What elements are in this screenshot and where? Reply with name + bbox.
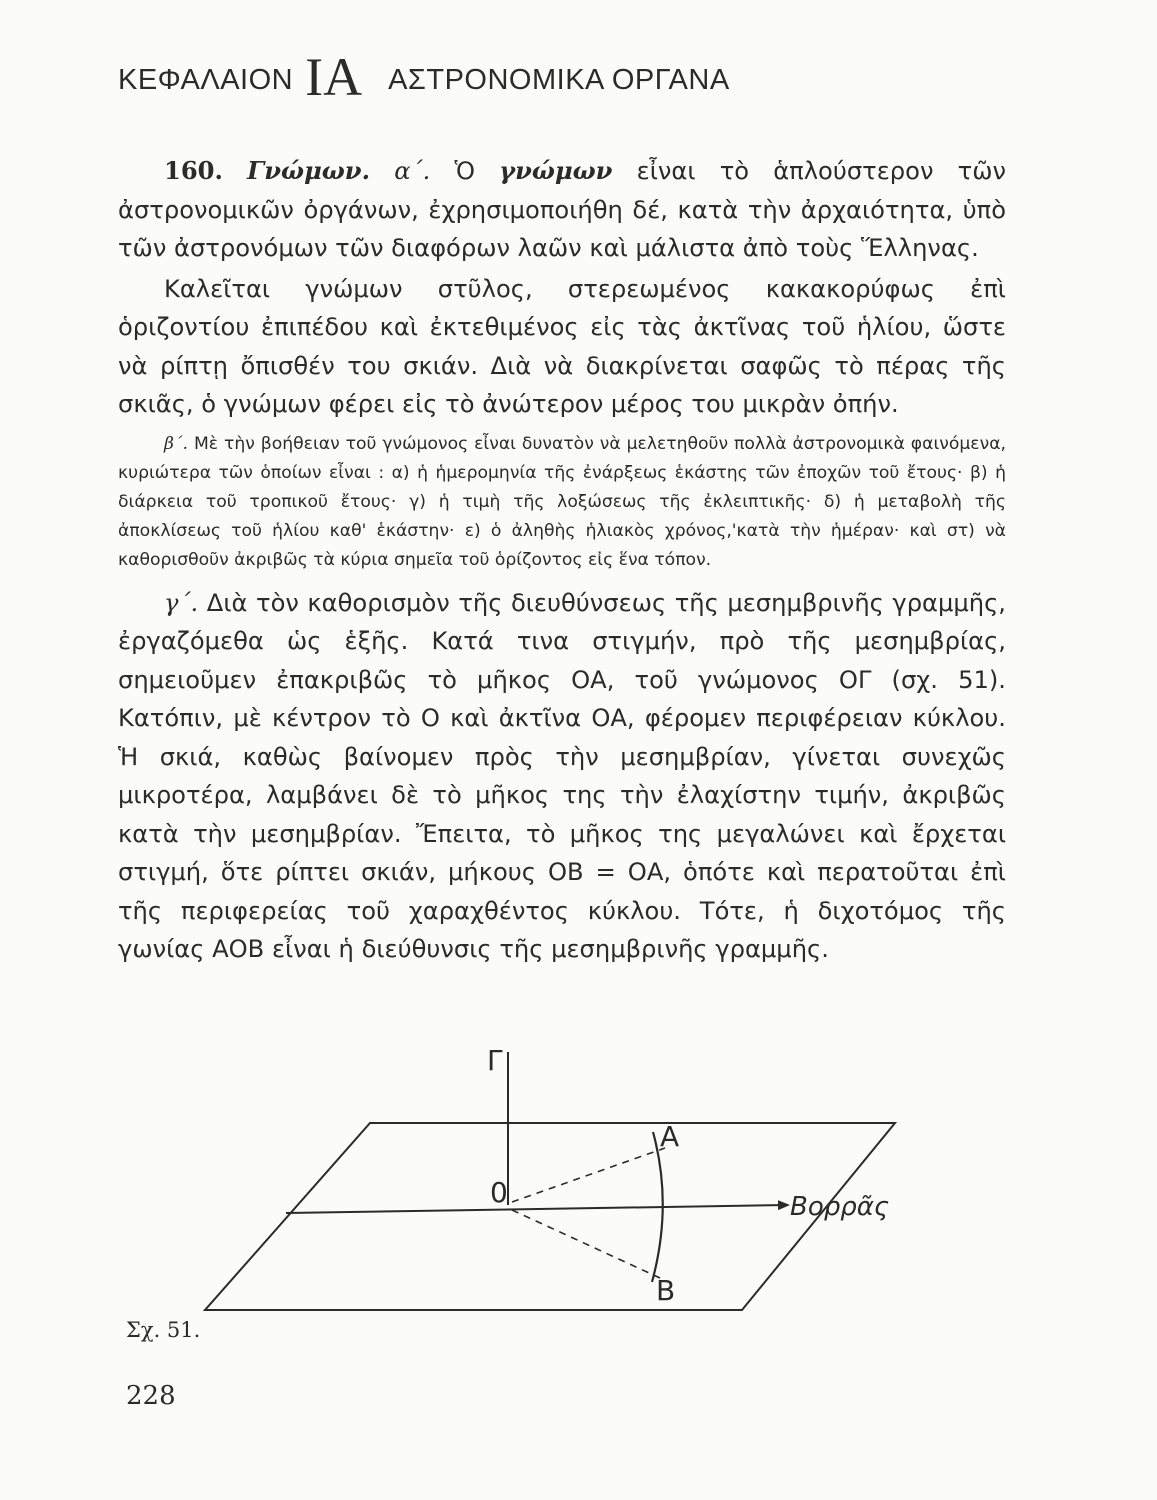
section-number: 160.	[164, 156, 223, 185]
gnomon-term: γνώμων	[499, 156, 613, 185]
alpha-mark: α΄.	[394, 157, 431, 185]
shadow-line-oa	[512, 1148, 665, 1202]
p4-text: Διὰ τὸν καθορισμὸν τῆς διευθύνσεως τῆς μεσημβρινῆς γραμμῆς, ἐργαζόμεθα ὡς ἑξῆς. Κατά τινα στιγμήν, πρὸ τῆς μεσημβρίας, σημειοῦμεν ἐπακριβῶς τὸ μῆκος ΟΑ, τοῦ γνώμονος ΟΓ (σχ. 51). Κατόπιν, μὲ κέντρον τὸ Ο καὶ ἀκτῖνα ΟΑ, φέρομεν περιφέρειαν κύκλου. Ἡ σκιά, καθὼς βαίνομεν πρὸς τὴν μεσημβρίαν, γίνεται συνεχῶς μικροτέρα, λαμβάνει δὲ τὸ μῆκος της τὴν ἐλαχίστην τιμήν, ἀκριβῶς κατὰ τὴν μεσημβρίαν. Ἔπειτα, τὸ μῆκος της μεγαλώνει καὶ ἔρχεται στιγμή, ὅτε ρίπτει σκιάν, μήκους ΟΒ = ΟΑ, ὁπότε καὶ περατοῦται ἐπὶ τῆς περιφερείας τοῦ χαραχθέντος κύκλου. Τότε, ἡ διχοτόμος τῆς γωνίας ΑΟΒ εἶναι ἡ διεύθυνσις τῆς μεσημβρινῆς γραμμῆς.	[118, 588, 1006, 964]
p1-text: εἶναι τὸ ἁπλούστερον τῶν ἀστρονομικῶν ὀργάνων, ἐχρησιμοποιήθη δέ, κατὰ τὴν ἀρχαιότητα, ὑπὸ τῶν ἀστρονόμων τῶν διαφόρων λαῶν καὶ μάλιστα ἀπὸ τοὺς Ἕλληνας.	[118, 157, 1006, 262]
p1-start: Ὁ	[454, 157, 475, 185]
paragraph-definition: Καλεῖται γνώμων στῦλος, στερεωμένος κακακορύφως ἐπὶ ὁριζοντίου ἐπιπέδου καὶ ἐκτεθιμένος εἰς τὰς ἀκτῖνας τοῦ ἡλίου, ὥστε νὰ ρίπτῃ ὄπισθέν του σκιάν. Διὰ νὰ διακρίνεται σαφῶς τὸ πέρας τῆς σκιᾶς, ὁ γνώμων φέρει εἰς τὸ ἀνώτερον μέρος του μικρὰν ὀπήν.	[118, 274, 1006, 418]
beta-mark: β΄.	[164, 433, 188, 454]
chapter-title: ΑΣΤΡΟΝΟΜΙΚΑ ΟΡΓΑΝΑ	[388, 64, 730, 96]
chapter-number: ΙΑ	[305, 47, 363, 107]
page-number: 228	[126, 1381, 176, 1411]
label-o: 0	[490, 1176, 508, 1209]
label-a: Α	[660, 1120, 680, 1153]
label-north: Βορρᾶς	[790, 1192, 890, 1222]
p3-text: Μὲ τὴν βοήθειαν τοῦ γνώμονος εἶναι δυνατὸν νὰ μελετηθοῦν πολλὰ ἀστρονομικὰ φαινόμενα, κυριώτερα τῶν ὁποίων εἶναι : α) ἡ ἡμερομηνία τῆς ἐνάρξεως ἑκάστης τῶν ἐποχῶν τοῦ ἔτους· β) ἡ διάρκεια τοῦ τροπικοῦ ἔτους· γ) ἡ τιμὴ τῆς λοξώσεως τῆς ἐκλειπτικῆς· δ) ἡ μεταβολὴ τῆς ἀποκλίσεως τοῦ ἡλίου καθ' ἑκάστην· ε) ὁ ἀληθὴς ἡλιακὸς χρόνος,'κατὰ τὴν ἡμέραν· καὶ στ) νὰ καθορισθοῦν ἀκριβῶς τὰ κύρια σημεῖα τοῦ ὁρίζοντος εἰς ἕνα τόπον.	[118, 433, 1006, 571]
shadow-line-ob	[512, 1210, 660, 1278]
label-gamma: Γ	[487, 1044, 503, 1077]
gamma-mark: γ΄.	[164, 588, 199, 617]
label-b: Β	[656, 1274, 676, 1307]
section-title: Γνώμων.	[247, 156, 371, 185]
figure-caption: Σχ. 51.	[126, 1318, 201, 1342]
meridian-arrow	[286, 1205, 788, 1213]
chapter-word: ΚΕΦΑΛΑΙΟΝ	[118, 64, 294, 96]
